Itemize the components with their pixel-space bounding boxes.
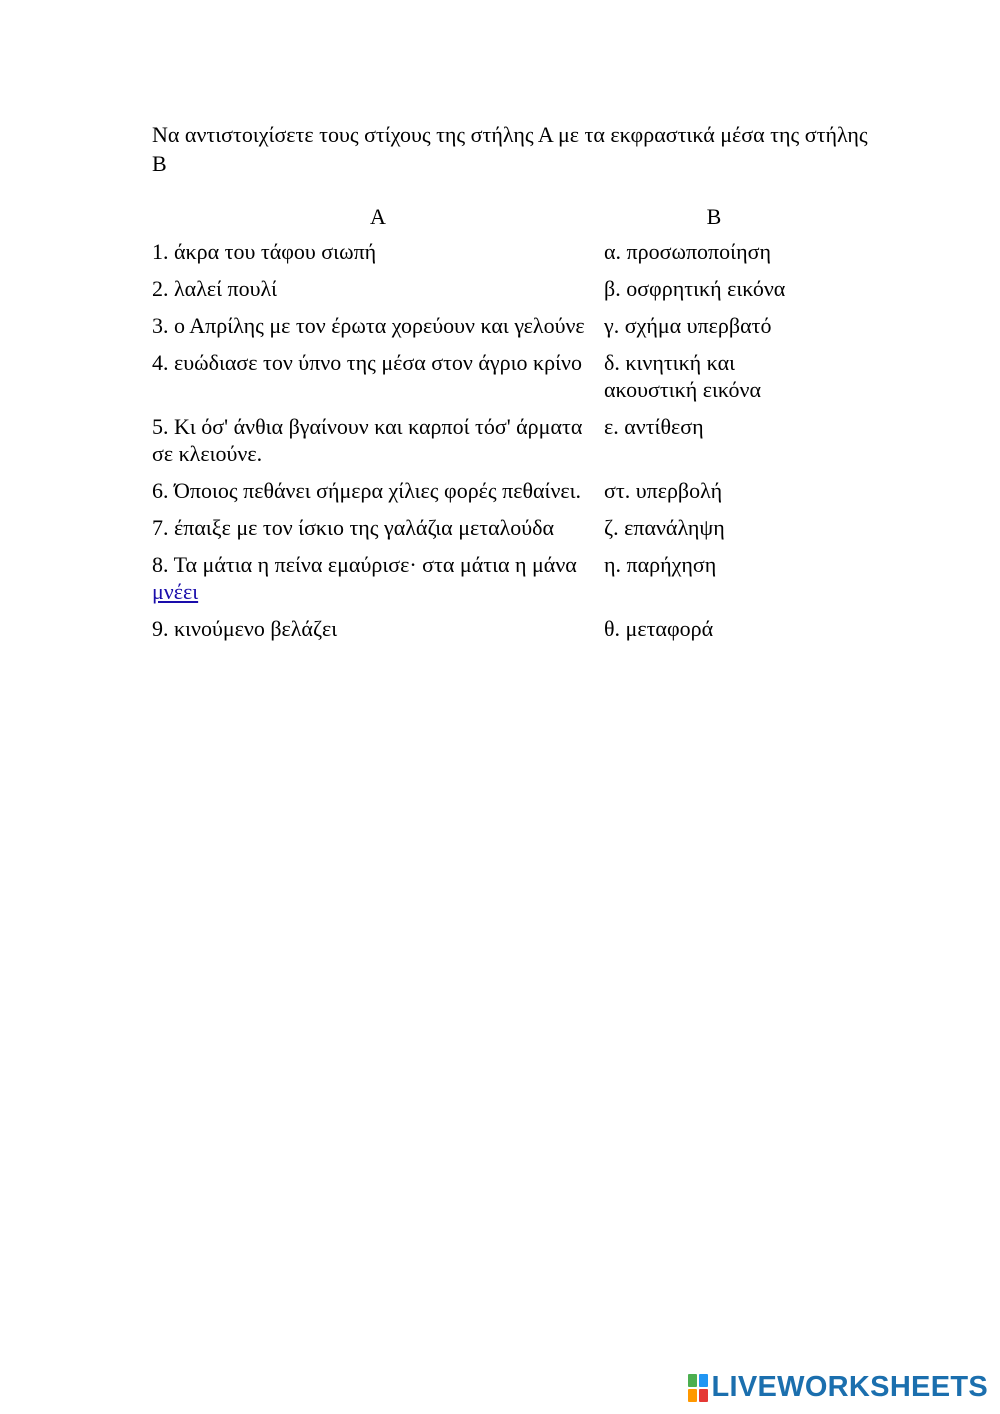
verse-item: 7. έπαιξε με τον ίσκιο της γαλάζια μεταλούδα bbox=[152, 515, 555, 540]
verse-item: 9. κινούμενο βελάζει bbox=[152, 616, 338, 641]
verse-item: 6. Όποιος πεθάνει σήμερα χίλιες φορές πεθαίνει. bbox=[152, 478, 582, 503]
table-row bbox=[152, 312, 824, 349]
logo-text: LIVEWORKSHEETS bbox=[711, 1371, 988, 1403]
table-row bbox=[152, 477, 824, 514]
liveworksheets-logo bbox=[688, 1371, 989, 1404]
verse-item: 1. άκρα του τάφου σιωπή bbox=[152, 239, 377, 264]
device-item: β. οσφρητική εικόνα bbox=[604, 276, 786, 301]
table-header-row bbox=[152, 200, 824, 238]
device-item: α. προσωποποίηση bbox=[604, 239, 771, 264]
verse-item: 2. λαλεί πουλί bbox=[152, 276, 278, 301]
column-b-header: Β bbox=[706, 204, 722, 229]
liveworksheets-logo-icon bbox=[688, 1374, 708, 1402]
matching-table bbox=[152, 200, 824, 652]
column-a-header: Α bbox=[370, 204, 386, 229]
verse-item: 5. Κι όσ' άνθια βγαίνουν και καρποί τόσ' άρματα σε κλειούνε. bbox=[152, 414, 583, 466]
table-row bbox=[152, 413, 824, 477]
device-item: δ. κινητική και ακουστική εικόνα bbox=[604, 350, 761, 402]
verse-text: 8. Τα μάτια η πείνα εμαύρισε· στα μάτια η μάνα bbox=[152, 552, 577, 577]
table-row bbox=[152, 275, 824, 312]
table-row bbox=[152, 615, 824, 652]
verse-item: 4. ευώδιασε τον ύπνο της μέσα στον άγριο κρίνο bbox=[152, 350, 582, 375]
table-row bbox=[152, 238, 824, 275]
table-row bbox=[152, 514, 824, 551]
table-row bbox=[152, 349, 824, 413]
device-item: ζ. επανάληψη bbox=[604, 515, 725, 540]
device-item: ε. αντίθεση bbox=[604, 414, 704, 439]
verse-word-link[interactable]: μνέει bbox=[152, 579, 199, 604]
device-item: γ. σχήμα υπερβατό bbox=[604, 313, 772, 338]
exercise-instruction: Να αντιστοιχίσετε τους στίχους της στήλης Α με τα εκφραστικά μέσα της στήλης Β bbox=[152, 122, 868, 176]
device-item: στ. υπερβολή bbox=[604, 478, 723, 503]
verse-item bbox=[152, 551, 604, 615]
device-item: θ. μεταφορά bbox=[604, 616, 714, 641]
verse-item: 3. ο Απρίλης με τον έρωτα χορεύουν και γελούνε bbox=[152, 313, 585, 338]
device-item: η. παρήχηση bbox=[604, 552, 717, 577]
table-row bbox=[152, 551, 824, 615]
